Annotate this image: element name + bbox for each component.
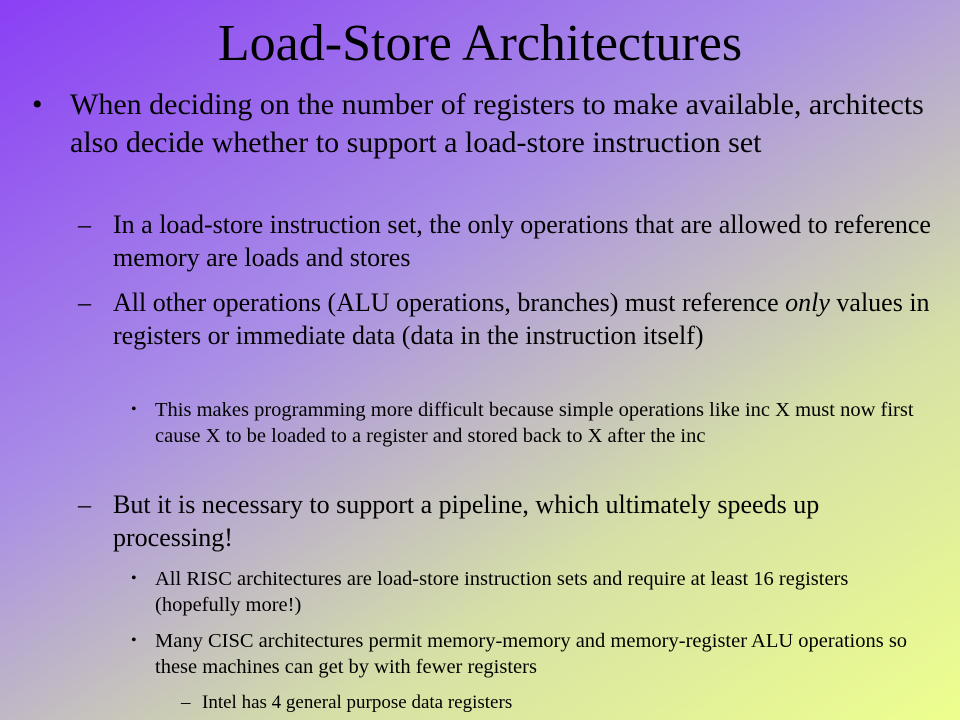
dash-marker: – (78, 490, 91, 519)
level4-bullet-text: Intel has 4 general purpose data registers (202, 692, 513, 713)
bullet-marker: • (131, 570, 137, 587)
sub-bullet-pipeline (78, 488, 943, 554)
level4-bullet-intel (181, 691, 902, 715)
dash-marker: – (181, 692, 191, 713)
bullet-marker: • (131, 632, 137, 649)
bullet-main (32, 86, 930, 162)
dash-marker: – (78, 210, 91, 239)
sub-sub-bullet-programming-difficulty (131, 397, 935, 449)
sub-sub-bullet-text: This makes programming more difficult because simple operations like inc X must now first cause X to be loaded to a register and stored back to X after the inc (155, 399, 914, 447)
slide-title: Load-Store Architectures (217, 15, 743, 72)
dash-marker: – (78, 288, 91, 317)
bullet-marker: • (131, 401, 137, 418)
sub-sub-bullet-cisc (131, 628, 935, 680)
sub-sub-bullet-risc (131, 566, 935, 618)
sub-bullet-other-operations (78, 286, 943, 352)
sub-bullet-text: In a load-store instruction set, the only operations that are allowed to reference memory are loads and stores (113, 210, 931, 272)
sub-bullet-text-end: values in registers or immediate data (data in the instruction itself) (113, 288, 930, 350)
sub-bullet-text-start: All other operations (ALU operations, branches) must reference (113, 288, 786, 317)
bullet-marker: • (32, 88, 43, 121)
sub-bullet-load-store-definition (78, 208, 943, 274)
emphasis-only: only (785, 288, 830, 317)
sub-bullet-text: But it is necessary to support a pipeline, which ultimately speeds up processing! (113, 490, 820, 552)
bullet-text: When deciding on the number of registers to make available, architects also decide whether to support a load-store instruction set (70, 88, 924, 159)
sub-sub-bullet-text: All RISC architectures are load-store instruction sets and require at least 16 registers (hopefully more!) (155, 568, 849, 616)
sub-sub-bullet-text: Many CISC architectures permit memory-memory and memory-register ALU operations so these machines can get by with fewer registers (155, 630, 908, 678)
